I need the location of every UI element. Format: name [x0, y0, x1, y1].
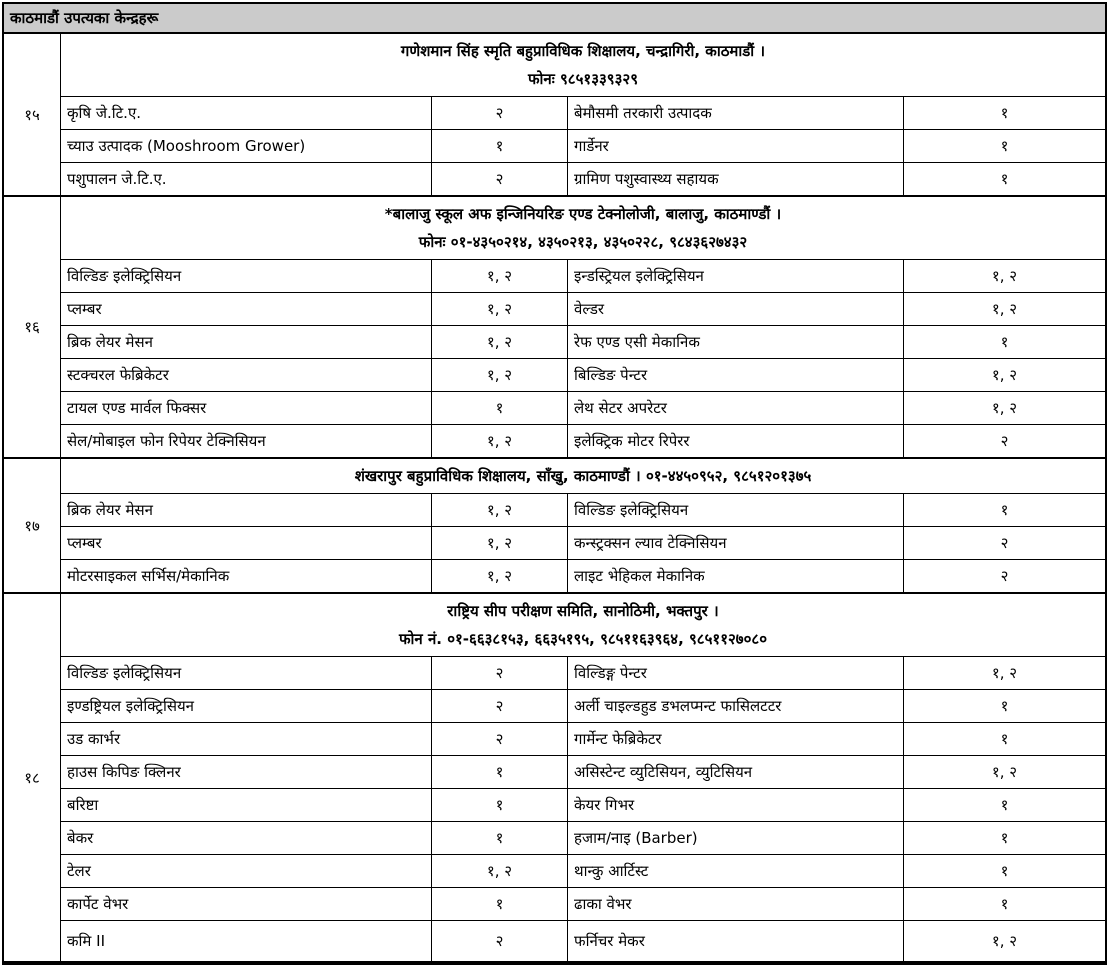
- course-row: [61, 129, 1105, 162]
- level-cell: १, २: [991, 932, 1018, 950]
- level-cell: १, २: [432, 425, 568, 457]
- level-cell: २: [1000, 534, 1009, 552]
- level-cell: १, २: [991, 267, 1018, 285]
- course-name-cell: टायल एण्ड मार्वल फिक्सर: [61, 392, 432, 424]
- course-name-cell: इण्डष्ट्रियल इलेक्ट्रिसियन: [61, 690, 432, 722]
- level-cell: १: [1000, 730, 1009, 748]
- course-row: [61, 358, 1105, 391]
- section-body: [61, 197, 1105, 457]
- course-name-cell: अर्ली चाइल्डहुड डभलप्मन्ट फासिलटटर: [568, 690, 904, 722]
- center-title: शंखरापुर बहुप्राविधिक शिक्षालय, साँखु, काठमाण्डौं । ०१-४४५०९५२, ९८५१२०१३७५: [354, 467, 812, 485]
- course-name-cell: कन्स्ट्रक्सन ल्याव टेक्निसियन: [568, 527, 904, 559]
- course-name-cell: ढाका वेभर: [568, 888, 904, 920]
- course-name-cell: थान्कु आर्टिस्ट: [568, 855, 904, 887]
- course-name-cell: प्लम्बर: [61, 527, 432, 559]
- section-15: [4, 34, 1105, 197]
- serial-number: १५: [4, 34, 61, 195]
- course-name-cell: केयर गिभर: [568, 789, 904, 821]
- level-cell: १: [1000, 170, 1009, 188]
- course-name-cell: गार्मेन्ट फेब्रिकेटर: [568, 723, 904, 755]
- course-name-cell: विल्डिङ इलेक्ट्रिसियन: [61, 657, 432, 689]
- course-name-cell: गार्डेनर: [568, 130, 904, 162]
- level-cell: १: [1000, 895, 1009, 913]
- level-cell: १: [432, 822, 568, 854]
- course-row: [61, 689, 1105, 722]
- course-name-cell: पशुपालन जे.टि.ए.: [61, 163, 432, 195]
- level-cell: १: [432, 392, 568, 424]
- course-name-cell: लेथ सेटर अपरेटर: [568, 392, 904, 424]
- level-cell: १: [432, 130, 568, 162]
- level-cell: २: [432, 690, 568, 722]
- course-row: [61, 887, 1105, 920]
- level-cell: १: [432, 888, 568, 920]
- level-cell: २: [432, 163, 568, 195]
- center-phone: फोन नं. ०१-६६३८१५३, ६६३५१९५, ९८५११६३९६४, ९८५११२७०८०: [398, 630, 768, 648]
- course-row: [61, 656, 1105, 689]
- course-name-cell: विल्डिङ इलेक्ट्रिसियन: [61, 260, 432, 292]
- course-name-cell: सेल/मोबाइल फोन रिपेयर टेक्निसियन: [61, 425, 432, 457]
- level-cell: २: [1000, 432, 1009, 450]
- level-cell: २: [432, 657, 568, 689]
- level-cell: २: [432, 723, 568, 755]
- course-name-cell: इन्डस्ट्रियल इलेक्ट्रिसियन: [568, 260, 904, 292]
- course-row: [61, 493, 1105, 526]
- level-cell: १, २: [432, 326, 568, 358]
- course-name-cell: कृषि जे.टि.ए.: [61, 97, 432, 129]
- course-name-cell: बेमौसमी तरकारी उत्पादक: [568, 97, 904, 129]
- training-centers-table: [2, 2, 1107, 965]
- level-cell: १: [432, 789, 568, 821]
- course-name-cell: ब्रिक लेयर मेसन: [61, 494, 432, 526]
- table-title: काठमाडौं उपत्यका केन्द्रहरू: [4, 4, 1105, 34]
- course-name-cell: उड कार्भर: [61, 723, 432, 755]
- section-16: [4, 197, 1105, 459]
- course-name-cell: बेकर: [61, 822, 432, 854]
- course-row: [61, 821, 1105, 854]
- course-row: [61, 391, 1105, 424]
- level-cell: १, २: [432, 527, 568, 559]
- course-name-cell: बिल्डिङ पेन्टर: [568, 359, 904, 391]
- serial-number: १८: [4, 594, 61, 961]
- level-cell: १, २: [432, 293, 568, 325]
- level-cell: १: [432, 756, 568, 788]
- course-name-cell: वेल्डर: [568, 293, 904, 325]
- course-row: [61, 559, 1105, 592]
- course-name-cell: हजाम/नाइ (Barber): [568, 822, 904, 854]
- course-name-cell: कार्पेट वेभर: [61, 888, 432, 920]
- course-row: [61, 788, 1105, 821]
- section-18: [4, 594, 1105, 961]
- course-row: [61, 854, 1105, 887]
- course-row: [61, 259, 1105, 292]
- level-cell: १: [1000, 697, 1009, 715]
- level-cell: १, २: [991, 664, 1018, 682]
- level-cell: २: [1000, 567, 1009, 585]
- serial-number: १७: [4, 459, 61, 592]
- course-row: [61, 292, 1105, 325]
- level-cell: २: [432, 921, 568, 961]
- course-name-cell: रेफ एण्ड एसी मेकानिक: [568, 326, 904, 358]
- course-name-cell: इलेक्ट्रिक मोटर रिपेरर: [568, 425, 904, 457]
- level-cell: १, २: [432, 560, 568, 592]
- course-row: [61, 162, 1105, 195]
- course-name-cell: प्लम्बर: [61, 293, 432, 325]
- level-cell: २: [432, 97, 568, 129]
- level-cell: १: [1000, 333, 1009, 351]
- course-name-cell: ब्रिक लेयर मेसन: [61, 326, 432, 358]
- level-cell: १, २: [991, 763, 1018, 781]
- center-title: *बालाजु स्कूल अफ इन्जिनियरिङ एण्ड टेक्नोलोजी, बालाजु, काठमाण्डौं ।: [384, 205, 782, 223]
- center-phone: फोनः ०१-४३५०२१४, ४३५०२१३, ४३५०२२८, ९८४३६२७४३२: [418, 233, 748, 251]
- course-name-cell: मोटरसाइकल सर्भिस/मेकानिक: [61, 560, 432, 592]
- course-row: [61, 526, 1105, 559]
- level-cell: १, २: [991, 399, 1018, 417]
- center-title: राष्ट्रिय सीप परीक्षण समिति, सानोठिमी, भक्तपुर ।: [447, 602, 719, 620]
- course-row: [61, 424, 1105, 457]
- level-cell: १: [1000, 862, 1009, 880]
- course-row: [61, 920, 1105, 961]
- course-name-cell: विल्डिङ्ग पेन्टर: [568, 657, 904, 689]
- course-name-cell: स्टक्चरल फेब्रिकेटर: [61, 359, 432, 391]
- level-cell: १: [1000, 796, 1009, 814]
- course-row: [61, 325, 1105, 358]
- level-cell: १: [1000, 137, 1009, 155]
- section-body: [61, 34, 1105, 195]
- course-name-cell: बरिष्टा: [61, 789, 432, 821]
- course-name-cell: टेलर: [61, 855, 432, 887]
- course-name-cell: फर्निचर मेकर: [568, 921, 904, 961]
- course-name-cell: ग्रामिण पशुस्वास्थ्य सहायक: [568, 163, 904, 195]
- level-cell: १, २: [991, 366, 1018, 384]
- section-body: [61, 594, 1105, 961]
- section-17: [4, 459, 1105, 594]
- serial-number: १६: [4, 197, 61, 457]
- course-name-cell: हाउस किपिङ क्लिनर: [61, 756, 432, 788]
- level-cell: १, २: [432, 855, 568, 887]
- level-cell: १: [1000, 501, 1009, 519]
- course-row: [61, 755, 1105, 788]
- course-row: [61, 722, 1105, 755]
- level-cell: १, २: [432, 494, 568, 526]
- level-cell: १: [1000, 104, 1009, 122]
- course-row: [61, 96, 1105, 129]
- level-cell: १, २: [432, 359, 568, 391]
- center-phone: फोनः ९८५१३३९३२९: [527, 70, 639, 88]
- course-name-cell: लाइट भेहिकल मेकानिक: [568, 560, 904, 592]
- level-cell: १, २: [432, 260, 568, 292]
- level-cell: १: [1000, 829, 1009, 847]
- center-title: गणेशमान सिंह स्मृति बहुप्राविधिक शिक्षालय, चन्द्रागिरी, काठमाडौं ।: [400, 42, 766, 60]
- level-cell: १, २: [991, 300, 1018, 318]
- course-name-cell: कमि II: [61, 921, 432, 961]
- section-body: [61, 459, 1105, 592]
- course-name-cell: विल्डिङ इलेक्ट्रिसियन: [568, 494, 904, 526]
- course-name-cell: असिस्टेन्ट व्युटिसियन, व्युटिसियन: [568, 756, 904, 788]
- course-name-cell: च्याउ उत्पादक (Mooshroom Grower): [61, 130, 432, 162]
